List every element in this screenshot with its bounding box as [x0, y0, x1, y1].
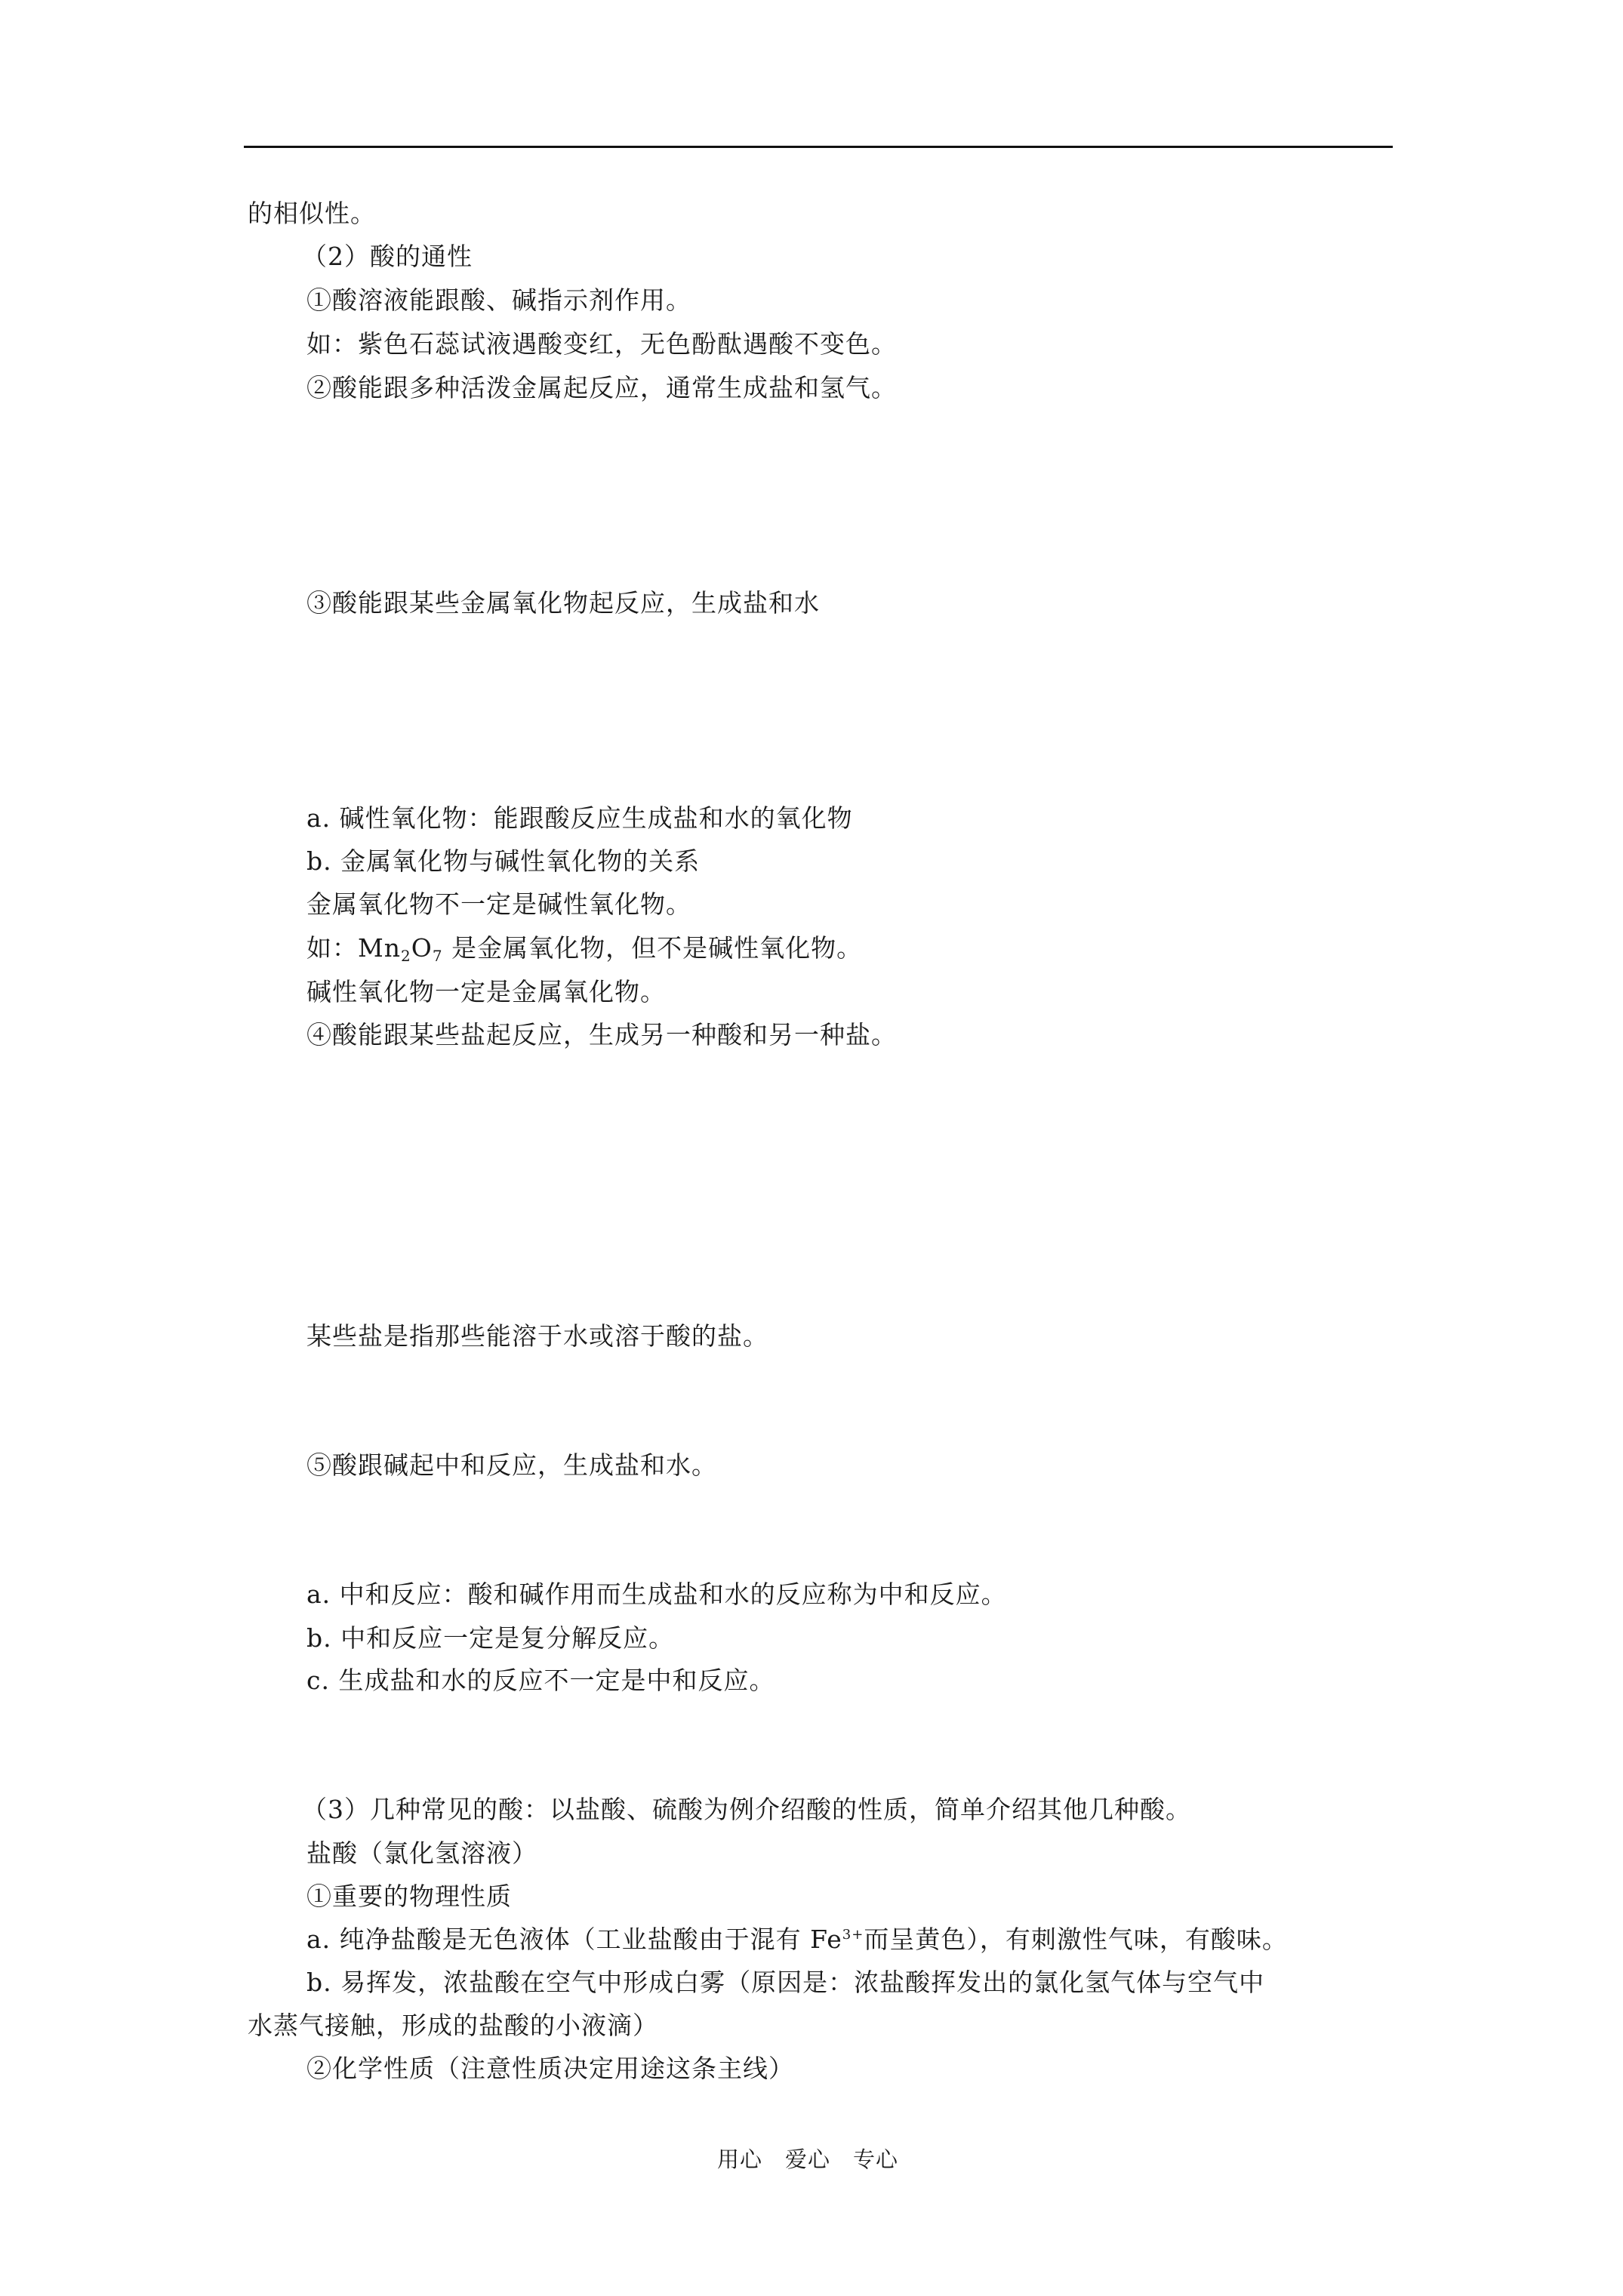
superscript: 3+ [842, 1927, 864, 1943]
text-line: c. 生成盐和水的反应不一定是中和反应。 [306, 1666, 775, 1695]
text-fragment: 如：Mn [306, 933, 402, 963]
text-line: ①酸溶液能跟酸、碱指示剂作用。 [306, 285, 691, 315]
text-line: 某些盐是指那些能溶于水或溶于酸的盐。 [306, 1321, 768, 1351]
text-line: 如：紫色石蕊试液遇酸变红，无色酚酞遇酸不变色。 [306, 329, 897, 359]
text-line: 的相似性。 [248, 199, 376, 228]
text-line: a. 碱性氧化物：能跟酸反应生成盐和水的氧化物 [306, 803, 853, 833]
text-fragment: 是金属氧化物，但不是碱性氧化物。 [442, 933, 863, 963]
text-line: ⑤酸跟碱起中和反应，生成盐和水。 [306, 1450, 717, 1480]
text-line: 水蒸气接触，形成的盐酸的小液滴） [248, 2011, 658, 2040]
text-line: ②酸能跟多种活泼金属起反应，通常生成盐和氢气。 [306, 373, 897, 402]
text-line: ④酸能跟某些盐起反应，生成另一种酸和另一种盐。 [306, 1020, 897, 1049]
text-fragment: O [411, 933, 433, 963]
text-line-formula [306, 933, 862, 963]
header-rule [244, 146, 1393, 148]
text-line-formula [306, 1925, 1288, 1955]
subscript: 7 [432, 947, 443, 965]
text-line: b. 中和反应一定是复分解反应。 [306, 1623, 675, 1653]
text-line: ②化学性质（注意性质决定用途这条主线） [306, 2054, 794, 2083]
text-fragment: 而呈黄色），有刺激性气味，有酸味。 [864, 1925, 1288, 1954]
text-line: 金属氧化物不一定是碱性氧化物。 [306, 889, 691, 919]
subscript: 2 [401, 947, 411, 965]
text-line: 盐酸（氯化氢溶液） [306, 1838, 537, 1868]
section-heading: （2）酸的通性 [302, 242, 473, 271]
text-line: ①重要的物理性质 [306, 1881, 512, 1911]
text-line: b. 金属氧化物与碱性氧化物的关系 [306, 846, 701, 876]
page-footer: 用心 爱心 专心 [717, 2147, 899, 2172]
text-line: 碱性氧化物一定是金属氧化物。 [306, 977, 666, 1006]
text-fragment: a. 纯净盐酸是无色液体（工业盐酸由于混有 Fe [306, 1925, 842, 1954]
text-line: a. 中和反应：酸和碱作用而生成盐和水的反应称为中和反应。 [306, 1579, 1007, 1609]
section-heading: （3）几种常见的酸：以盐酸、硫酸为例介绍酸的性质，简单介绍其他几种酸。 [302, 1795, 1191, 1824]
text-line: b. 易挥发，浓盐酸在空气中形成白雾（原因是：浓盐酸挥发出的氯化氢气体与空气中 [306, 1968, 1265, 1997]
text-line: ③酸能跟某些金属氧化物起反应，生成盐和水 [306, 588, 820, 618]
